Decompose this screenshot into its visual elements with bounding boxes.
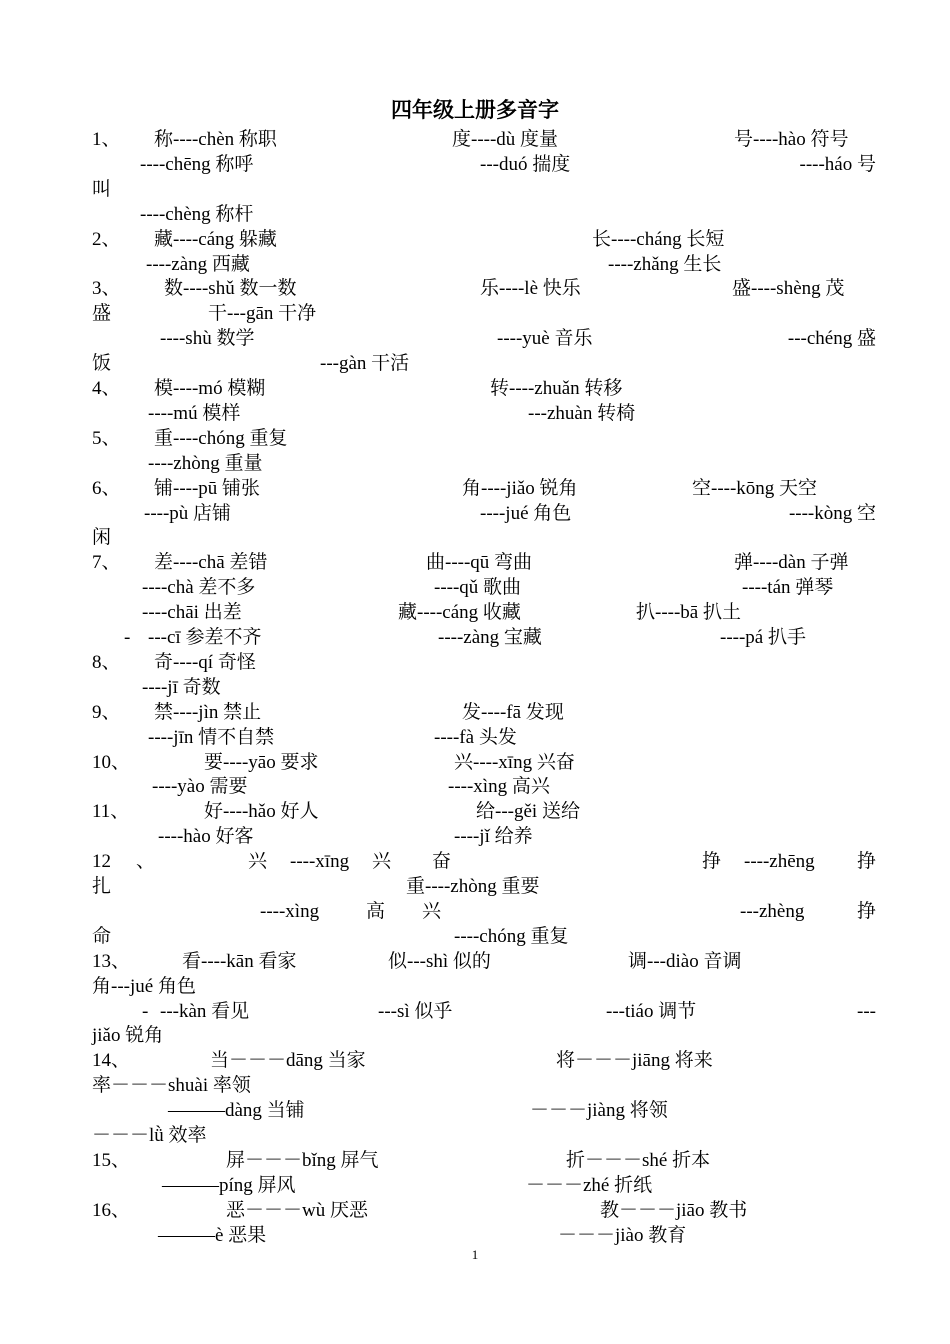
line-segment: ----yào 需要 xyxy=(152,776,248,798)
line-segment: 发----fā 发现 xyxy=(462,701,564,723)
text-line xyxy=(92,177,876,202)
page-number: 1 xyxy=(471,1247,479,1262)
line-segment: 给---gěi 送给 xyxy=(476,801,580,823)
line-segment: 9、 xyxy=(92,701,121,723)
line-segment: 8、 xyxy=(92,651,121,673)
line-segment: ----shù 数学 xyxy=(160,328,255,350)
line-segment: 4、 xyxy=(92,378,121,399)
line-segment: jiǎo 锐角 xyxy=(92,1025,164,1047)
line-segment: 将－－－jiāng 将来 xyxy=(556,1050,713,1072)
line-segment: 空----kōng 天空 xyxy=(692,477,818,499)
text-line xyxy=(92,974,876,999)
line-segment: ----hào 好客 xyxy=(158,826,254,848)
line-segment: 、 xyxy=(136,851,156,873)
line-segment: －－－jiào 教育 xyxy=(558,1224,687,1246)
text-line xyxy=(92,1223,876,1248)
text-line xyxy=(92,1123,876,1148)
line-segment: ----pá 扒手 xyxy=(720,627,806,648)
text-line xyxy=(92,874,876,899)
line-segment: 兴 xyxy=(372,851,392,873)
line-segment: 数----shǔ 数一数 xyxy=(164,278,297,300)
line-segment: ----chóng 重复 xyxy=(454,925,569,947)
text-line xyxy=(92,401,876,426)
line-segment: 2、 xyxy=(92,228,121,250)
line-segment: 挣 xyxy=(702,851,722,873)
line-segment: 15、 xyxy=(92,1149,131,1171)
line-segment: 角---jué 角色 xyxy=(92,975,196,997)
text-line xyxy=(92,550,876,575)
line-segment: －－－zhé 折纸 xyxy=(526,1174,653,1196)
line-segment: ----xīng xyxy=(290,851,350,873)
line-segment: 转----zhuǎn 转移 xyxy=(490,378,623,399)
text-line xyxy=(92,426,876,451)
line-segment: 率－－－shuài 率领 xyxy=(92,1075,251,1097)
line-segment: 长----cháng 长短 xyxy=(592,228,725,250)
line-segment: 铺----pū 铺张 xyxy=(154,477,261,499)
line-segment: ———dàng 当铺 xyxy=(168,1100,305,1122)
line-segment: ----jīn 情不自禁 xyxy=(148,726,275,748)
text-line xyxy=(92,202,876,227)
line-segment: 挣 xyxy=(856,900,876,922)
line-segment: 藏----cáng 收藏 xyxy=(398,602,521,624)
text-line xyxy=(92,351,876,376)
line-segment: 扒----bā 扒土 xyxy=(636,602,741,624)
text-line xyxy=(92,1148,876,1173)
line-segment: ----chà 差不多 xyxy=(142,577,256,599)
line-segment: 6、 xyxy=(92,477,121,499)
line-segment: 似---shì 似的 xyxy=(388,950,491,972)
text-line xyxy=(92,476,876,501)
text-line xyxy=(92,227,876,252)
line-segment: - xyxy=(142,1000,149,1022)
line-segment: 模----mó 模糊 xyxy=(154,378,266,399)
line-segment: ---kàn 看见 xyxy=(160,1000,250,1022)
line-segment: ----chèng 称杆 xyxy=(140,203,254,225)
line-segment: 藏----cáng 躲藏 xyxy=(154,228,277,250)
text-line xyxy=(92,700,876,725)
line-segment: 恶－－－wù 厌恶 xyxy=(226,1199,368,1221)
line-segment: 12 xyxy=(92,851,111,873)
line-segment: ----mú 模样 xyxy=(148,402,241,424)
text-line xyxy=(92,1048,876,1073)
line-segment: 饭 xyxy=(92,353,112,375)
line-segment: 挣 xyxy=(856,851,876,873)
line-segment: －－－lǜ 效率 xyxy=(92,1125,207,1146)
text-line xyxy=(92,276,876,301)
line-segment: 兴 xyxy=(248,851,268,873)
line-segment: 盛 xyxy=(92,303,112,325)
line-segment: 7、 xyxy=(92,552,121,574)
text-line xyxy=(92,849,876,874)
line-segment: 兴----xīng 兴奋 xyxy=(454,751,575,773)
text-line xyxy=(92,1098,876,1123)
text-line xyxy=(92,650,876,675)
line-segment: 角----jiǎo 锐角 xyxy=(462,477,578,499)
line-segment: ———píng 屏风 xyxy=(162,1174,296,1196)
line-segment: ----háo 号 xyxy=(799,153,876,175)
line-segment: 高 xyxy=(366,900,386,922)
line-segment: ---sì 似乎 xyxy=(378,1000,453,1022)
line-segment: ----chāi 出差 xyxy=(142,602,242,624)
line-segment: ----tán 弹琴 xyxy=(742,577,834,599)
line-segment: ----zhēng xyxy=(744,851,815,873)
line-segment: ----xìng xyxy=(260,900,320,922)
line-segment: ----kòng 空 xyxy=(788,502,876,524)
text-line xyxy=(92,949,876,974)
page-title: 四年级上册多音字 xyxy=(391,98,559,122)
line-segment: - xyxy=(124,627,131,648)
line-segment: 弹----dàn 子弹 xyxy=(734,552,849,574)
text-line xyxy=(92,799,876,824)
line-segment: 13、 xyxy=(92,950,131,972)
line-segment: ----jī 奇数 xyxy=(142,676,221,698)
line-segment: 乐----lè 快乐 xyxy=(480,278,581,300)
text-line xyxy=(92,301,876,326)
line-segment: ---chéng 盛 xyxy=(787,328,876,350)
line-segment: 看----kān 看家 xyxy=(182,950,297,972)
line-segment: 干---gān 干净 xyxy=(208,303,317,325)
text-line xyxy=(92,725,876,750)
text-line xyxy=(92,924,876,949)
line-segment: ----zhòng 重量 xyxy=(148,452,263,474)
line-segment: 教－－－jiāo 教书 xyxy=(600,1199,748,1221)
line-segment: 好----hǎo 好人 xyxy=(204,801,319,823)
text-line xyxy=(92,525,876,550)
text-line xyxy=(92,1023,876,1048)
text-line xyxy=(92,899,876,924)
line-segment: 命 xyxy=(92,925,112,947)
line-segment: ----yuè 音乐 xyxy=(497,328,593,350)
line-segment: 奇----qí 奇怪 xyxy=(154,651,256,673)
line-segment: --- xyxy=(857,1000,876,1022)
text-line xyxy=(92,575,876,600)
line-segment: 11、 xyxy=(92,801,130,823)
text-line xyxy=(92,252,876,277)
line-segment: 屏－－－bǐng 屏气 xyxy=(226,1149,379,1171)
text-line xyxy=(92,376,876,401)
text-line xyxy=(92,451,876,476)
text-line xyxy=(92,1198,876,1223)
text-line xyxy=(92,625,876,650)
text-line xyxy=(92,675,876,700)
text-line xyxy=(92,152,876,177)
line-segment: ----zàng 宝藏 xyxy=(438,627,542,648)
line-segment: ----jǐ 给养 xyxy=(454,826,533,848)
line-segment: ----jué 角色 xyxy=(480,502,572,524)
line-segment: 折－－－shé 折本 xyxy=(566,1149,711,1171)
line-segment: 闲 xyxy=(92,527,112,549)
line-segment: 扎 xyxy=(92,876,112,897)
line-segment: 奋 xyxy=(432,851,452,873)
text-line xyxy=(92,600,876,625)
line-segment: 5、 xyxy=(92,427,121,449)
line-segment: 当－－－dāng 当家 xyxy=(210,1050,366,1072)
text-line xyxy=(92,1173,876,1198)
line-segment: －－－jiàng 将领 xyxy=(530,1100,668,1122)
line-segment: ---gàn 干活 xyxy=(320,353,410,375)
text-line xyxy=(92,127,876,152)
line-segment: 16、 xyxy=(92,1199,131,1221)
line-segment: ---zhèng xyxy=(740,900,805,922)
line-segment: 14、 xyxy=(92,1050,131,1072)
line-segment: ---zhuàn 转椅 xyxy=(528,402,636,424)
line-segment: ----chēng 称呼 xyxy=(140,153,254,175)
line-segment: ----zàng 西藏 xyxy=(146,253,250,275)
line-segment: 调---diào 音调 xyxy=(628,950,742,972)
line-segment: 度----dù 度量 xyxy=(452,129,559,150)
line-segment: 禁----jìn 禁止 xyxy=(154,701,262,723)
text-line xyxy=(92,1073,876,1098)
text-line xyxy=(92,501,876,526)
line-segment: 曲----qū 弯曲 xyxy=(426,552,533,574)
line-segment: ---duó 揣度 xyxy=(480,153,571,175)
line-segment: ----zhǎng 生长 xyxy=(608,253,722,275)
line-segment: ---cī 参差不齐 xyxy=(148,627,262,648)
line-segment: ----pù 店铺 xyxy=(144,502,232,524)
line-segment: ----qǔ 歌曲 xyxy=(434,577,522,599)
text-line xyxy=(92,750,876,775)
line-segment: 3、 xyxy=(92,278,121,300)
line-segment: ----xìng 高兴 xyxy=(448,776,550,798)
line-segment: 重----zhòng 重要 xyxy=(406,876,540,897)
text-line xyxy=(92,326,876,351)
line-segment: 号----hào 符号 xyxy=(734,129,849,150)
text-line xyxy=(92,824,876,849)
line-segment: 兴 xyxy=(422,900,442,922)
line-segment: 1、 xyxy=(92,129,121,150)
line-segment: 重----chóng 重复 xyxy=(154,427,288,449)
line-segment: 叫 xyxy=(92,178,112,200)
line-segment: ---tiáo 调节 xyxy=(606,1000,697,1022)
line-segment: 差----chā 差错 xyxy=(154,552,268,574)
line-segment: 10、 xyxy=(92,751,131,773)
line-segment: 盛----shèng 茂 xyxy=(732,278,845,300)
text-line xyxy=(92,774,876,799)
line-segment: ———è 恶果 xyxy=(158,1224,267,1246)
text-line xyxy=(92,999,876,1024)
line-segment: 要----yāo 要求 xyxy=(204,751,319,773)
line-segment: ----fà 头发 xyxy=(434,726,517,748)
line-segment: 称----chèn 称职 xyxy=(154,129,277,150)
